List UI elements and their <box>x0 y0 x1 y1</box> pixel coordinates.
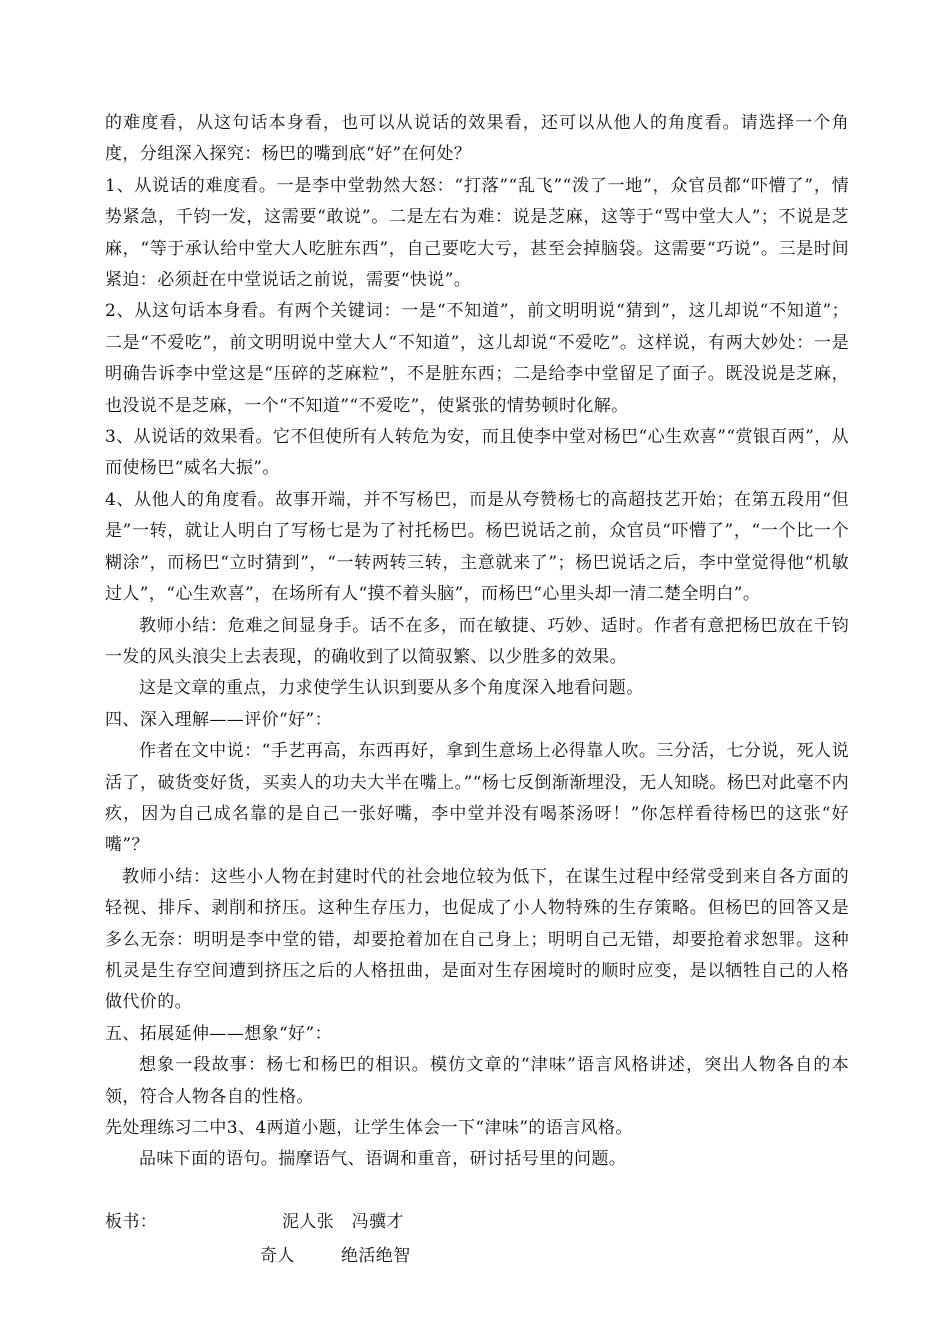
document-page <box>105 108 849 1277</box>
paragraph: 2、从这句话本身看。有两个关键词：一是“不知道”，前文明明说“猜到”，这儿却说“不知道”；二是“不爱吃”，前文明明说中堂大人“不知道”，这儿却说“不爱吃”。这样说，有两大妙处：一是明确告诉李中堂这是“压碎的芝麻粒”，不是脏东西；二是给李中堂留足了面子。既没说是芝麻，也没说不是芝麻，一个“不知道”“不爱吃”，使紧张的情势顿时化解。 <box>105 301 849 416</box>
paragraph: 品味下面的语句。揣摩语气、语调和重音，研讨括号里的问题。 <box>139 1149 627 1170</box>
section-heading: 四、深入理解——评价“好”： <box>105 709 332 730</box>
blackboard-notes <box>105 1207 849 1277</box>
paragraph: 的难度看，从这句话本身看，也可以从说话的效果看，还可以从他人的角度看。请选择一个角度，分组深入探究：杨巴的嘴到底“好”在何处？ <box>105 113 849 165</box>
paragraph: 4、从他人的角度看。故事开端，并不写杨巴，而是从夸赞杨七的高超技艺开始；在第五段用“但是”一转，就让人明白了写杨七是为了衬托杨巴。杨巴说话之前，众官员“吓懵了”，“一个比一个糊涂”，而杨巴“立时猜到”，“一转两转三转，主意就来了”；杨巴说话之后，李中堂觉得他“机敏过人”，“心生欢喜”，在场所有人“摸不着头脑”，而杨巴“心里头却一清二楚全明白”。 <box>105 489 849 605</box>
paragraph: 作者在文中说：“手艺再高，东西再好，拿到生意场上必得靠人吹。三分活，七分说，死人说活了，破货变好货，买卖人的功夫大半在嘴上。”“杨七反倒渐渐埋没，无人知晓。杨巴对此毫不内疚，因为自己成名靠的是自己一张好嘴，李中堂并没有喝茶汤呀！”你怎样看待杨巴的这张“好嘴”？ <box>105 741 849 856</box>
spacer <box>105 1176 849 1207</box>
paragraph: 先处理练习二中3、4两道小题，让学生体会一下“津味”的语言风格。 <box>105 1118 633 1138</box>
section-heading: 五、拓展延伸——想象“好”： <box>105 1023 332 1044</box>
paragraph: 1、从说话的难度看。一是李中堂勃然大怒：“打落”“乱飞”“泼了一地”，众官员都“吓懵了”，情势紧急，千钧一发，这需要“敢说”。二是左右为难：说是芝麻，这等于“骂中堂大人”；不说是芝麻，“等于承认给中堂大人吃脏东西”，自己要吃大亏，甚至会掉脑袋。这需要“巧说”。三是时间紧迫：必须赶在中堂说话之前说，需要“快说”。 <box>105 175 849 291</box>
teacher-summary: 教师小结：危难之间显身手。话不在多，而在敏捷、巧妙、适时。作者有意把杨巴放在千钧一发的风头浪尖上去表现，的确收到了以简驭繁、以少胜多的效果。 <box>105 615 849 667</box>
board-left-item: 奇人 <box>260 1245 295 1266</box>
teacher-summary: 教师小结：这些小人物在封建时代的社会地位较为低下，在谋生过程中经常受到来自各方面的轻视、排斥、剥削和挤压。这种生存压力，也促成了小人物特殊的生存策略。但杨巴的回答又是多么无奈：明明是李中堂的错，却要抢着加在自己身上；明明自己无错，却要抢着求恕罪。这种机灵是生存空间遭到挤压之后的人格扭曲，是面对生存困境时的顺时应变，是以牺牲自己的人格做代价的。 <box>105 866 849 1013</box>
board-title: 泥人张 冯骥才 <box>282 1211 404 1232</box>
paragraph: 3、从说话的效果看。它不但使所有人转危为安，而且使李中堂对杨巴“心生欢喜”“赏银百两”，从而使杨巴“威名大振”。 <box>105 427 849 479</box>
board-right-item: 绝活绝智 <box>341 1245 411 1266</box>
paragraph: 这是文章的重点，力求使学生认识到要从多个角度深入地看问题。 <box>139 678 644 699</box>
board-label: 板书： <box>105 1211 158 1232</box>
paragraph: 想象一段故事：杨七和杨巴的相识。模仿文章的“津味”语言风格讲述，突出人物各自的本领，符合人物各自的性格。 <box>105 1055 849 1107</box>
